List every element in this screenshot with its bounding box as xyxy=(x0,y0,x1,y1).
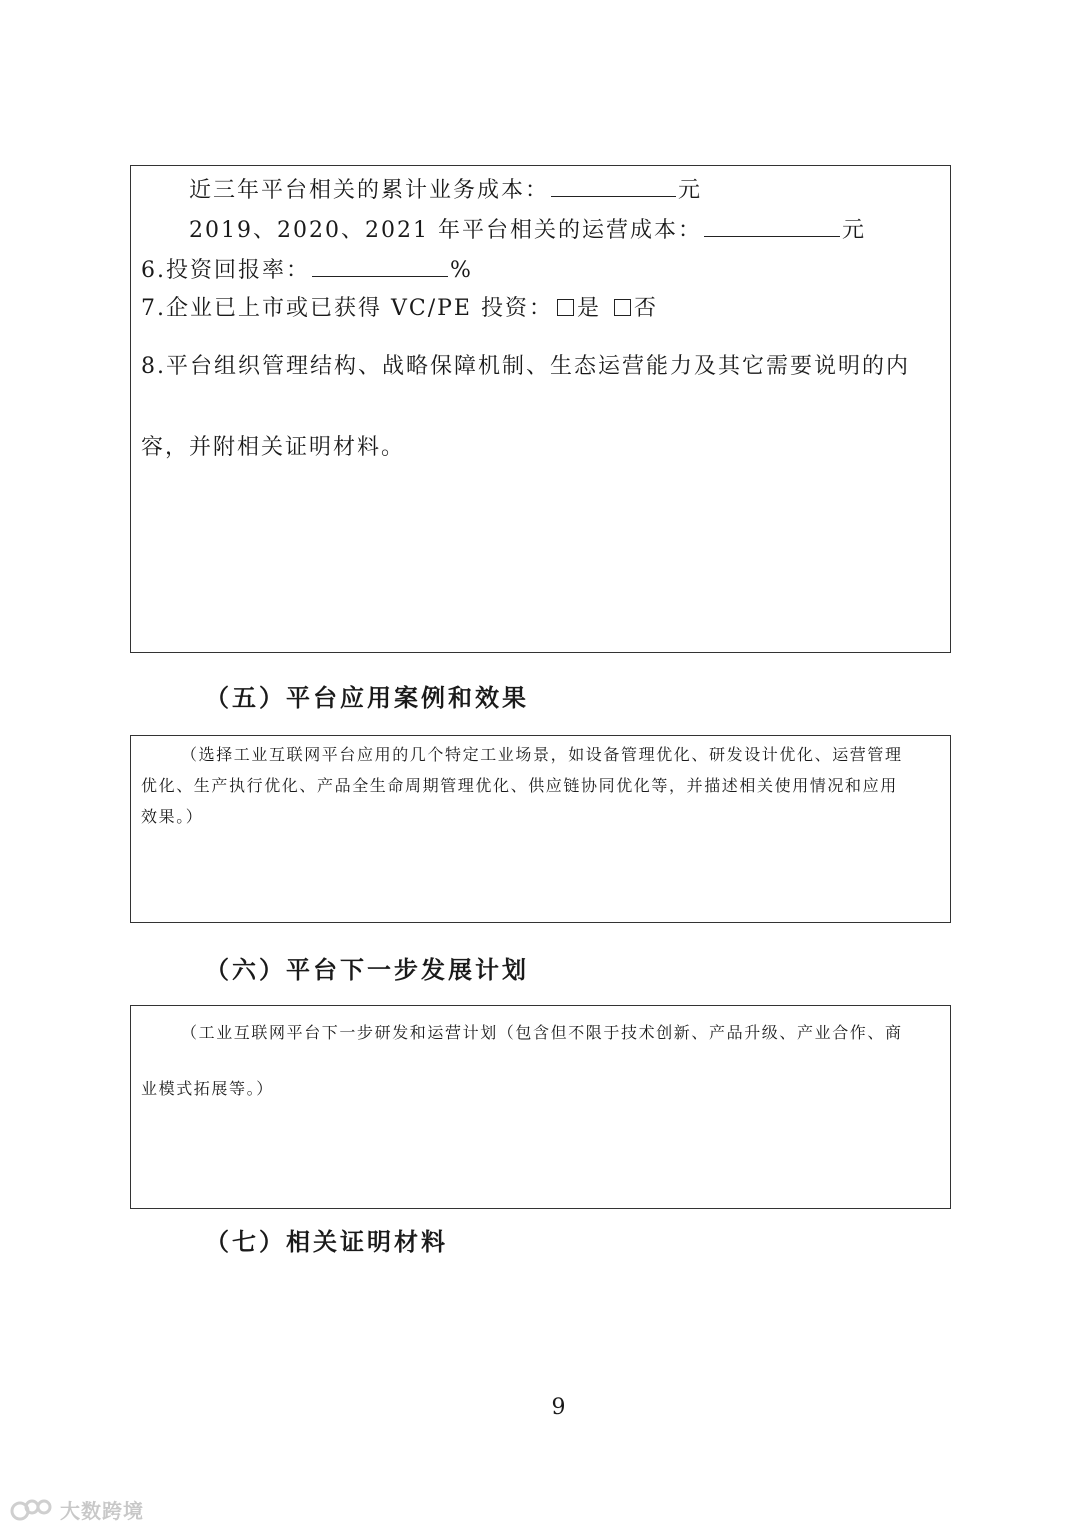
checkbox-no-label: 否 xyxy=(634,296,659,321)
section6-text-box[interactable] xyxy=(130,1005,951,1209)
operating-cost-unit: 元 xyxy=(841,218,866,243)
section6-heading: （六）平台下一步发展计划 xyxy=(205,955,529,984)
checkbox-yes[interactable] xyxy=(557,299,574,316)
cumulative-cost-row xyxy=(189,174,702,206)
section7-heading: （七）相关证明材料 xyxy=(205,1227,448,1256)
watermark xyxy=(10,1495,144,1524)
cumulative-cost-blank[interactable] xyxy=(551,174,676,197)
section6-note-line2: 业模式拓展等。） xyxy=(141,1079,274,1098)
operating-cost-blank[interactable] xyxy=(704,214,840,237)
roi-row xyxy=(141,254,473,286)
section5-note-line2: 优化、生产执行优化、产品全生命周期管理优化、供应链协同优化等，并描述相关使用情况和应用 xyxy=(141,776,898,795)
section6-note-line1: （工业互联网平台下一步研发和运营计划（包含但不限于技术创新、产品升级、产业合作、商 xyxy=(181,1023,903,1042)
cumulative-cost-unit: 元 xyxy=(678,178,703,203)
section5-text-box[interactable] xyxy=(130,735,951,923)
operating-cost-label: 2019、2020、2021 年平台相关的运营成本： xyxy=(189,218,702,243)
dashuju-logo-icon xyxy=(10,1498,54,1522)
checkbox-no[interactable] xyxy=(614,299,631,316)
operating-cost-row xyxy=(189,214,866,246)
page-number: 9 xyxy=(551,1395,566,1420)
roi-label: 6.投资回报率： xyxy=(141,258,310,283)
section5-note-line3: 效果。） xyxy=(141,807,204,826)
section4-form-box xyxy=(130,165,951,653)
org-structure-text-line2: 容，并附相关证明材料。 xyxy=(141,435,406,460)
section5-note-line1: （选择工业互联网平台应用的几个特定工业场景，如设备管理优化、研发设计优化、运营管理 xyxy=(181,745,903,764)
section5-heading: （五）平台应用案例和效果 xyxy=(205,683,529,712)
investment-row xyxy=(141,294,658,324)
watermark-text: 大数跨境 xyxy=(60,1499,144,1523)
investment-label: 7.企业已上市或已获得 VC/PE 投资： xyxy=(141,296,553,321)
cumulative-cost-label: 近三年平台相关的累计业务成本： xyxy=(189,178,550,203)
checkbox-yes-label: 是 xyxy=(576,296,601,321)
roi-unit: % xyxy=(450,258,473,283)
org-structure-text-line1: 8.平台组织管理结构、战略保障机制、生态运营能力及其它需要说明的内 xyxy=(141,354,910,379)
roi-blank[interactable] xyxy=(312,254,448,277)
